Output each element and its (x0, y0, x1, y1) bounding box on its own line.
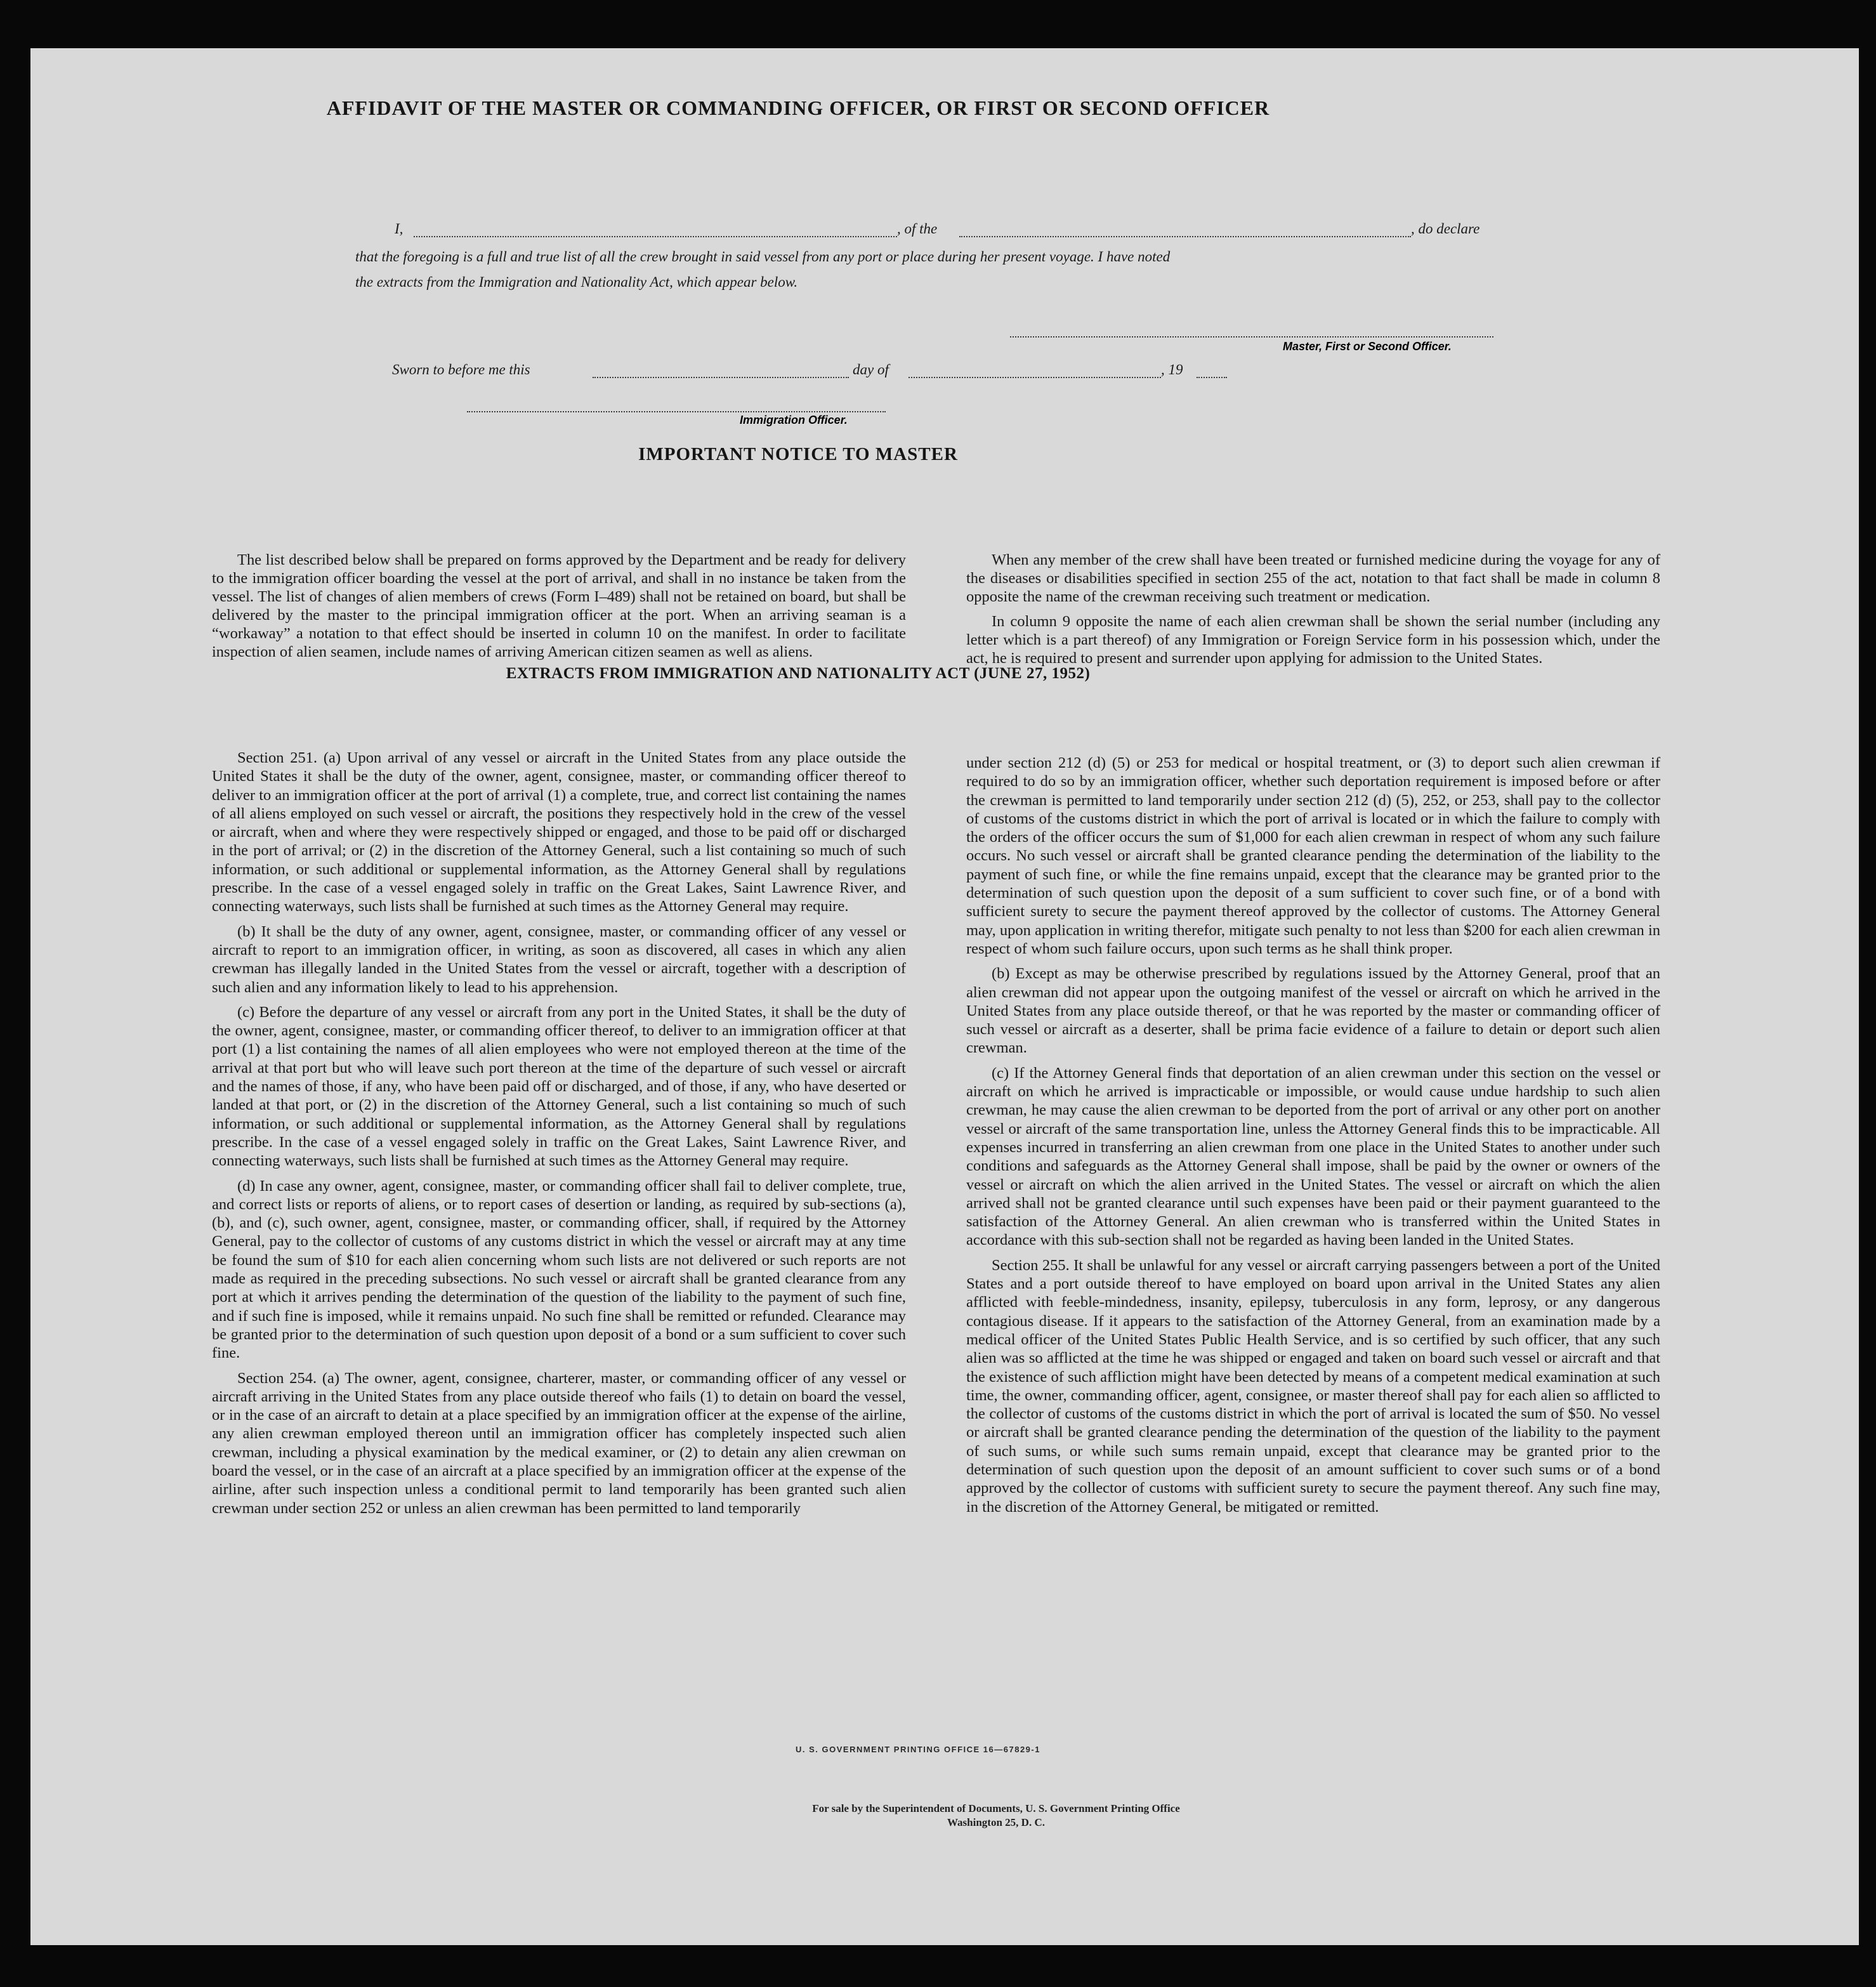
declaration-do-declare: , do declare (1411, 221, 1480, 237)
sale-notice (571, 1802, 1421, 1830)
section-251c: (c) Before the departure of any vessel or aircraft from any port in the United States, it shall be the duty of the owner, agent, consignee, master, or commanding officer thereof, to deliver to an immigration officer at that port (1) a list containing the names of all alien employees who were not employed thereon at the time of the arrival at that port but who will leave such port thereon at the time of the departure of such vessel or aircraft and the names of those, if any, who have been paid off or discharged, and of those, if any, who have deserted or landed at that port, or (2) in the discretion of the Attorney General, such a list containing so much of such information, or such additional or supplemental information, as the Attorney General shall by regulations prescribe. In the case of a vessel engaged solely in traffic on the Great Lakes, Saint Lawrence River, and connecting waterways, such lists shall be furnished at such times as the Attorney General may require. (212, 1003, 906, 1170)
sworn-label: Sworn to before me this (392, 362, 530, 377)
officer-signature-line (467, 411, 886, 412)
year-label: , 19 (1161, 362, 1183, 377)
sworn-month-blank (908, 377, 1161, 378)
officer-signature-caption: Immigration Officer. (740, 414, 848, 426)
section-254a: Section 254. (a) The owner, agent, consignee, charterer, master, or commanding officer of any vessel or aircraft arriving in the United States from any place outside thereof who fails (1) to detain on board the vessel, or in the case of an aircraft to detain at a place specified by an immigration officer at the expense of the airline, any alien crewman employed thereon until an immigration officer has completely inspected such alien crewman, including a physical examination by the medical examiner, or (2) to detain any alien crewman on board the vessel, or in the case of an aircraft at a place specified by an immigration officer at the expense of the airline, after such inspection unless a conditional permit to land temporarily has been granted such alien crewman under section 252 or unless an alien crewman has been permitted to land temporarily (212, 1369, 906, 1517)
section-254b: (b) Except as may be otherwise prescribed by regulations issued by the Attorney General, proof that an alien crewman did not appear upon the outgoing manifest of the vessel or aircraft on which he arrived in the United States from any place outside thereof, or that he was reported by the master or commanding officer of such vessel or aircraft as a deserter, shall be prima facie evidence of a failure to detain or deport such alien crewman. (966, 965, 1660, 1057)
notice-right-column (966, 551, 1660, 674)
extracts-title: EXTRACTS FROM IMMIGRATION AND NATIONALITY ACT (JUNE 27, 1952) (506, 665, 1091, 682)
sworn-day-blank (593, 377, 849, 378)
printing-office-imprint: U. S. GOVERNMENT PRINTING OFFICE 16—67829-1 (796, 1745, 1040, 1754)
extracts-right-column (966, 754, 1660, 1523)
notice-paragraph: The list described below shall be prepared on forms approved by the Department and be ready for delivery to the immigration officer boarding the vessel at the port of arrival, and shall in no instance be taken from the vessel. The list of changes of alien members of crews (Form I–489) shall not be retained on board, but shall be delivered by the master to the principal immigration officer at the port. When an arriving seaman is a “workaway” a notation to that effect should be inserted in column 10 on the manifest. In order to facilitate inspection of alien seamen, include names of arriving American citizen seamen as well as aliens. (212, 551, 906, 660)
affidavit-title: AFFIDAVIT OF THE MASTER OR COMMANDING OFFICER, OR FIRST OR SECOND OFFICER (326, 96, 1270, 119)
notice-paragraph: In column 9 opposite the name of each alien crewman shall be shown the serial number (including any letter which is a part thereof) of any Immigration or Foreign Service form in his possession which, under the act, he is required to present and surrender upon applying for admission to the United States. (966, 613, 1660, 667)
declaration-of-the: , of the (897, 221, 938, 237)
name-blank (414, 236, 897, 237)
vessel-blank (959, 236, 1411, 237)
extracts-left-column (212, 749, 906, 1524)
master-signature-line (1010, 336, 1493, 338)
section-254a-continued: under section 212 (d) (5) or 253 for medical or hospital treatment, or (3) to deport such alien crewman if required to do so by an immigration officer, whether such deportation requirement is imposed before or after the crewman is permitted to land temporarily under section 212 (d) (5), 252, or 253, shall pay to the collector of customs of the customs district in which the port of arrival is located or in which the failure to comply with the orders of the officer occurs the sum of $1,000 for each alien crewman in respect of whom any such failure occurs. No such vessel or aircraft shall be granted clearance pending the determination of the liability to the payment of such fine, or while the fine remains unpaid, except that the clearance may be granted prior to the determination of such question upon the deposit of a sum sufficient to cover such fine, or of a bond with sufficient surety to secure the payment thereof approved by the collector of customs. The Attorney General may, upon application in writing therefor, mitigate such penalty to not less than $200 for each alien crewman in respect of whom such failure occurs, upon such terms as he shall think proper. (966, 754, 1660, 957)
notice-left-column (212, 551, 906, 667)
sale-notice-line: Washington 25, D. C. (947, 1816, 1045, 1828)
section-255: Section 255. It shall be unlawful for any vessel or aircraft carrying passengers between a port of the United States and a port outside thereof to have employed on board upon arrival in the United States any alien afflicted with feeble-mindedness, insanity, epilepsy, tuberculosis in any form, leprosy, or any dangerous contagious disease. If it appears to the satisfaction of the Attorney General, from an examination made by a medical officer of the United States Public Health Service, and is so certified by such officer, that any such alien was so afflicted at the time he was shipped or engaged and taken on board such vessel or aircraft and that the existence of such affliction might have been detected by means of a competent medical examination at such time, the owner, commanding officer, agent, consignee, or master thereof shall pay for each alien so afflicted to the collector of customs of the customs district in which the port of arrival is located the sum of $50. No vessel or aircraft shall be granted clearance pending the determination of the question of the liability to the payment of such sums, or while such sums remain unpaid, except that clearance may be granted prior to the determination of such question upon the deposit of an amount sufficient to cover such sums or of a bond approved by the collector of customs with sufficient surety to secure the payment thereof. Any such fine may, in the discretion of the Attorney General, be mitigated or remitted. (966, 1256, 1660, 1516)
declaration-line-2: that the foregoing is a full and true list of all the crew brought in said vessel from any port or place during her present voyage. I have noted (355, 249, 1171, 265)
notice-paragraph: When any member of the crew shall have been treated or furnished medicine during the voyage for any of the diseases or disabilities specified in section 255 of the act, notation to that fact shall be made in column 8 opposite the name of the crewman receiving such treatment or medication. (966, 551, 1660, 605)
notice-title: IMPORTANT NOTICE TO MASTER (638, 444, 958, 464)
section-251d: (d) In case any owner, agent, consignee, master, or commanding officer shall fail to deliver complete, true, and correct lists or reports of aliens, or to report cases of desertion or landing, as required by sub-sections (a), (b), and (c), such owner, agent, consignee, master, or commanding officer, shall, if required by the Attorney General, pay to the collector of customs of any customs district in which the vessel or aircraft may at any time be found the sum of $10 for each alien concerning whom such lists are not delivered or such reports are not made as required in the preceding subsections. No such vessel or aircraft shall be granted clearance from any port at which it arrives pending the determination of the question of the liability to the payment of such fine, and if such fine is imposed, while it remains unpaid. No such fine shall be remitted or refunded. Clearance may be granted prior to the determination of such question upon deposit of a bond or a sum sufficient to cover such fine. (212, 1177, 906, 1362)
sale-notice-line: For sale by the Superintendent of Documents, U. S. Government Printing Office (812, 1802, 1180, 1814)
declaration-line-3: the extracts from the Immigration and Nationality Act, which appear below. (355, 274, 798, 290)
section-251a: Section 251. (a) Upon arrival of any vessel or aircraft in the United States from any place outside the United States it shall be the duty of the owner, agent, consignee, master, or commanding officer thereof to deliver to an immigration officer at the port of arrival (1) a complete, true, and correct list containing the names of all aliens employed on such vessel or aircraft, the positions they respectively hold in the crew of the vessel or aircraft, when and where they were respectively shipped or engaged, and those to be paid off or discharged in the port of arrival; or (2) in the discretion of the Attorney General, such a list containing so much of such information, or such additional or supplemental information, as the Attorney General shall by regulations prescribe. In the case of a vessel engaged solely in traffic on the Great Lakes, Saint Lawrence River, and connecting waterways, such lists shall be furnished at such times as the Attorney General may require. (212, 749, 906, 915)
master-signature-caption: Master, First or Second Officer. (1283, 340, 1452, 353)
section-254c: (c) If the Attorney General finds that deportation of an alien crewman under this section on the vessel or aircraft on which he arrived is impracticable or impossible, or would cause undue hardship to such alien crewman, he may cause the alien crewman to be deported from the port of arrival or any other port on another vessel or aircraft of the same transportation line, unless the Attorney General finds this to be impracticable. All expenses incurred in transferring an alien crewman from one place in the United States to another under such conditions and safeguards as the Attorney General shall impose, shall be paid by the owner or owners of the vessel or aircraft on which the alien arrived in the United States. The vessel or aircraft on which the alien arrived shall not be granted clearance until such expenses have been paid or their payment guaranteed to the satisfaction of the Attorney General. An alien crewman who is transferred within the United States in accordance with this sub-section shall not be regarded as having been landed in the United States. (966, 1064, 1660, 1249)
day-of-label: day of (853, 362, 889, 377)
section-251b: (b) It shall be the duty of any owner, agent, consignee, master, or commanding officer of any vessel or aircraft to report to an immigration officer, in writing, as soon as discovered, all cases in which any alien crewman has illegally landed in the United States from the vessel or aircraft, together with a description of such alien and any information likely to lead to his apprehension. (212, 922, 906, 996)
declaration-i-label: I, (395, 221, 403, 237)
sworn-year-blank (1197, 377, 1227, 378)
